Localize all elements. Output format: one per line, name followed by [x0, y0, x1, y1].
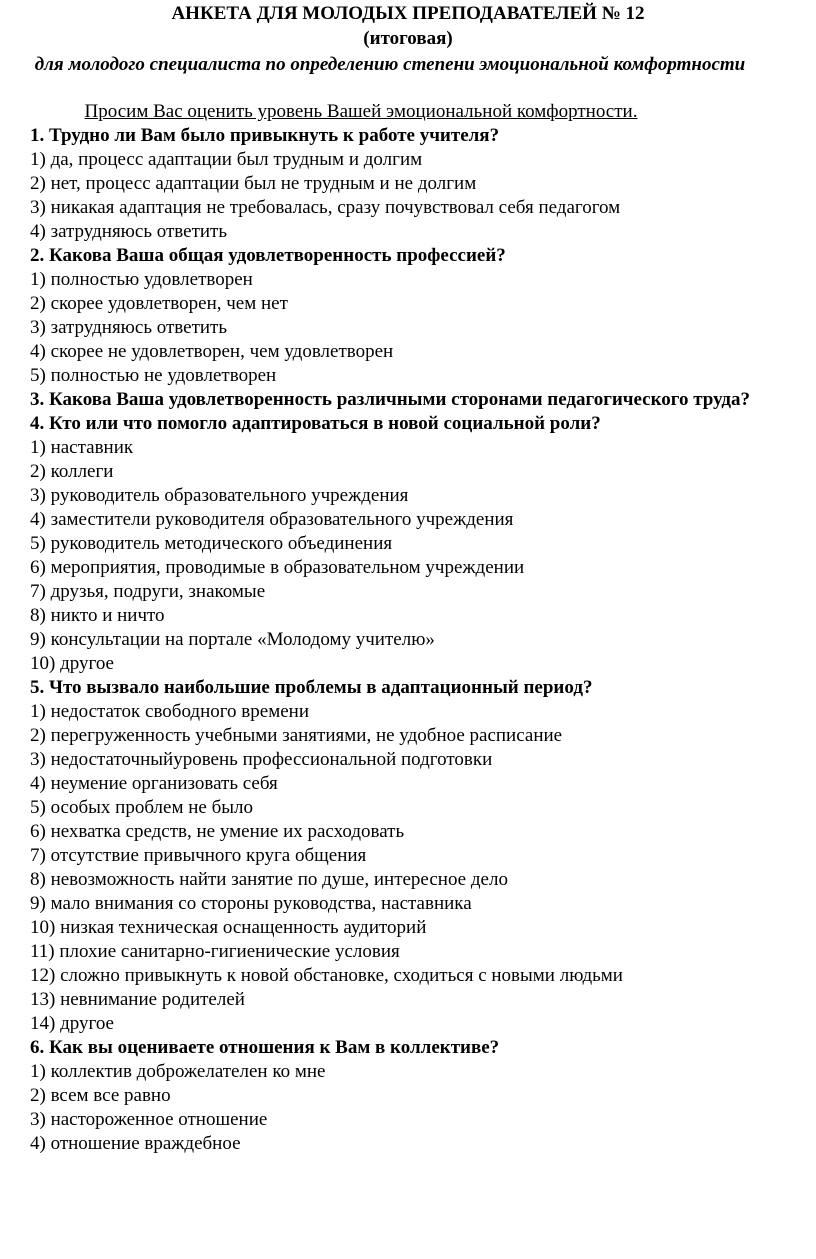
question-3: 3. Какова Ваша удовлетворенность различными сторонами педагогического труда? — [30, 389, 750, 410]
answer-option: 4) затрудняюсь ответить — [30, 221, 228, 242]
answer-option: 2) всем все равно — [30, 1085, 171, 1106]
answer-option: 1) коллектив доброжелателен ко мне — [30, 1061, 326, 1082]
answer-option: 7) друзья, подруги, знакомые — [30, 581, 266, 602]
answer-option: 5) полностью не удовлетворен — [30, 365, 277, 386]
answer-option: 3) недостаточныйуровень профессиональной подготовки — [30, 749, 493, 770]
answer-option: 4) отношение враждебное — [30, 1133, 241, 1154]
question-6: 6. Как вы оцениваете отношения к Вам в коллективе? — [30, 1037, 500, 1058]
answer-option: 4) заместители руководителя образовательного учреждения — [30, 509, 514, 530]
answer-option: 3) затрудняюсь ответить — [30, 317, 228, 338]
answer-option: 5) руководитель методического объединения — [30, 533, 393, 554]
question-4: 4. Кто или что помогло адаптироваться в новой социальной роли? — [30, 413, 601, 434]
answer-option: 8) никто и ничто — [30, 605, 165, 626]
document-description: для молодого специалиста по определению степени эмоциональной комфортности — [34, 54, 746, 75]
answer-option: 4) неумение организовать себя — [30, 773, 278, 794]
document-title: АНКЕТА ДЛЯ МОЛОДЫХ ПРЕПОДАВАТЕЛЕЙ № 12 — [171, 3, 645, 24]
answer-option: 3) руководитель образовательного учреждения — [30, 485, 409, 506]
questionnaire — [30, 124, 790, 1156]
answer-option: 7) отсутствие привычного круга общения — [30, 845, 367, 866]
answer-option: 3) настороженное отношение — [30, 1109, 268, 1130]
answer-option: 2) скорее удовлетворен, чем нет — [30, 293, 288, 314]
answer-option: 10) низкая техническая оснащенность аудиторий — [30, 917, 427, 938]
question-1: 1. Трудно ли Вам было привыкнуть к работе учителя? — [30, 125, 500, 146]
answer-option: 3) никакая адаптация не требовалась, сразу почувствовал себя педагогом — [30, 197, 621, 218]
document-subtitle: (итоговая) — [363, 28, 453, 49]
answer-option: 1) полностью удовлетворен — [30, 269, 253, 290]
answer-option: 12) сложно привыкнуть к новой обстановке, сходиться с новыми людьми — [30, 965, 623, 986]
answer-option: 1) недостаток свободного времени — [30, 701, 310, 722]
answer-option: 9) мало внимания со стороны руководства, наставника — [30, 893, 472, 914]
answer-option: 10) другое — [30, 653, 114, 674]
question-2: 2. Какова Ваша общая удовлетворенность профессией? — [30, 245, 506, 266]
answer-option: 14) другое — [30, 1013, 114, 1034]
answer-option: 13) невнимание родителей — [30, 989, 245, 1010]
answer-option: 5) особых проблем не было — [30, 797, 253, 818]
question-5: 5. Что вызвало наибольшие проблемы в адаптационный период? — [30, 677, 593, 698]
answer-option: 6) мероприятия, проводимые в образовательном учреждении — [30, 557, 525, 578]
request-line: Просим Вас оценить уровень Вашей эмоциональной комфортности. — [84, 101, 638, 122]
answer-option: 1) наставник — [30, 437, 134, 458]
answer-option: 11) плохие санитарно-гигиенические условия — [30, 941, 400, 962]
answer-option: 1) да, процесс адаптации был трудным и долгим — [30, 149, 423, 170]
answer-option: 2) коллеги — [30, 461, 114, 482]
answer-option: 9) консультации на портале «Молодому учителю» — [30, 629, 435, 650]
answer-option: 6) нехватка средств, не умение их расходовать — [30, 821, 405, 842]
answer-option: 2) перегруженность учебными занятиями, не удобное расписание — [30, 725, 563, 746]
answer-option: 8) невозможность найти занятие по душе, интересное дело — [30, 869, 508, 890]
answer-option: 2) нет, процесс адаптации был не трудным и не долгим — [30, 173, 477, 194]
answer-option: 4) скорее не удовлетворен, чем удовлетворен — [30, 341, 394, 362]
